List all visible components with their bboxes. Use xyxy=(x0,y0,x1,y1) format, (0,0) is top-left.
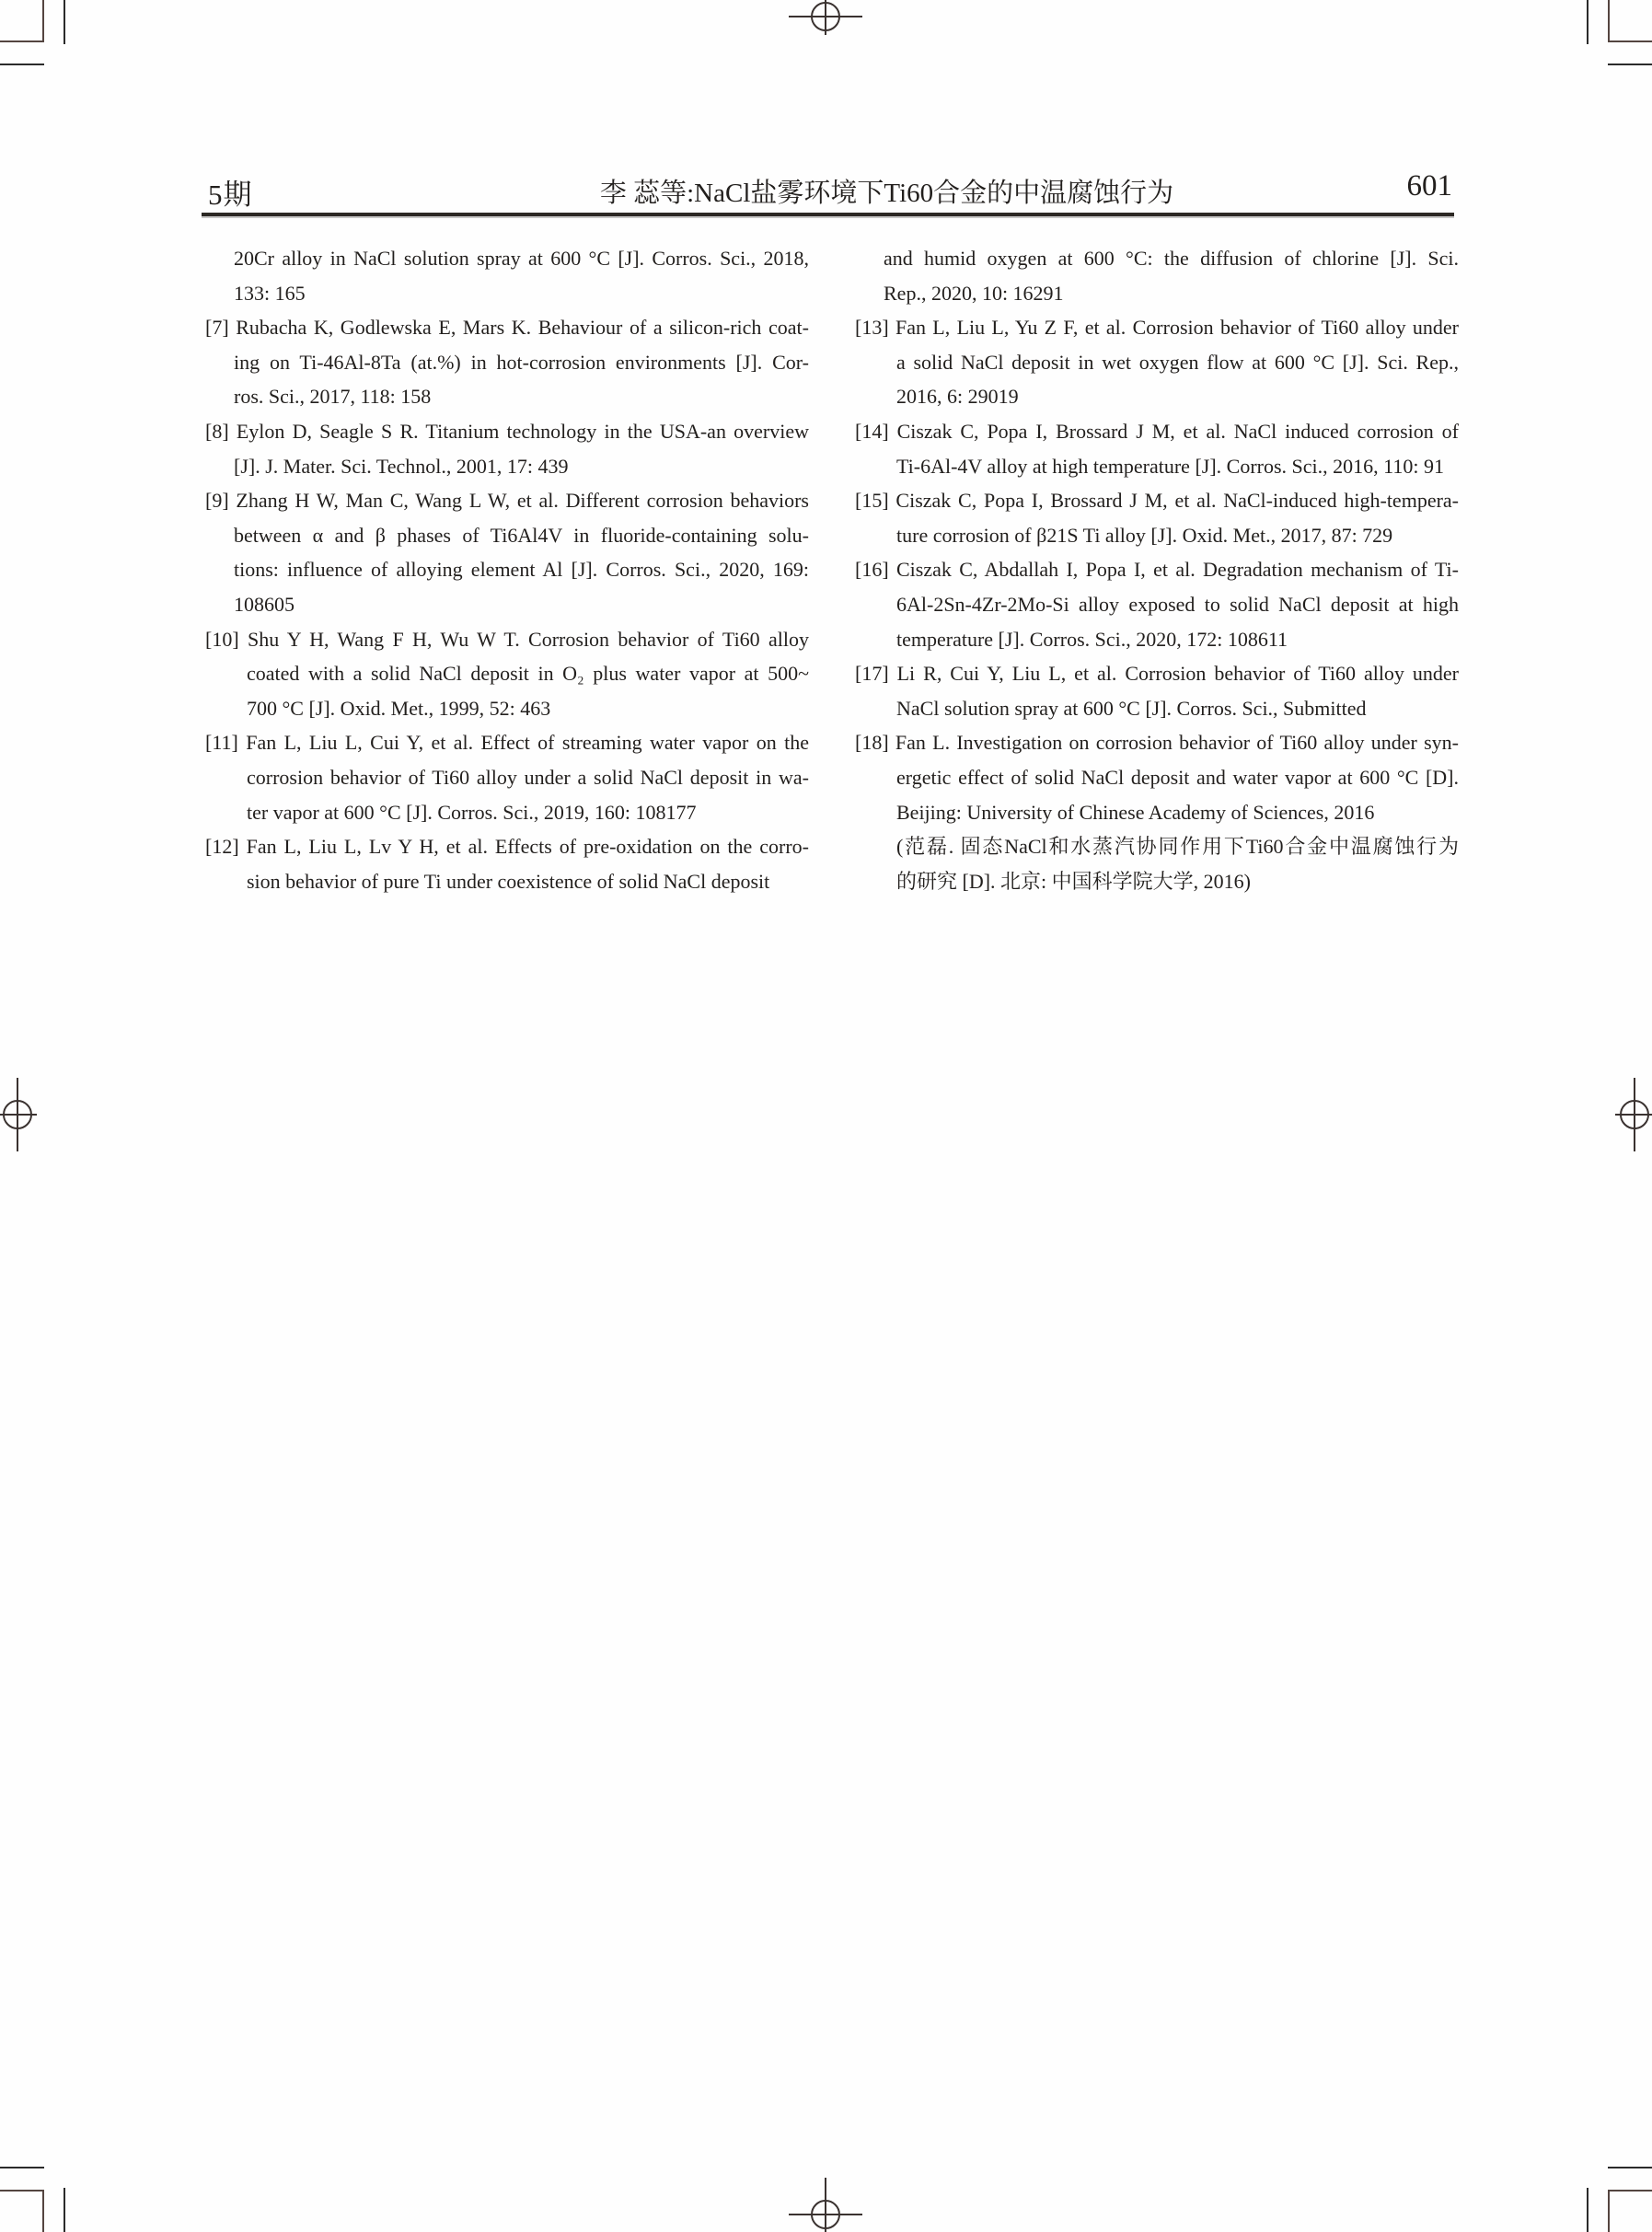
reference-line: [13] Fan L, Liu L, Yu Z F, et al. Corrosion behavior of Ti60 alloy under xyxy=(855,316,1459,340)
crop-mark-bottom-left xyxy=(0,2190,44,2192)
crop-mark-top-left xyxy=(0,64,44,65)
reference-line: sion behavior of pure Ti under coexistence of solid NaCl deposit xyxy=(247,869,770,893)
reference-line: (范磊. 固态NaCl和水蒸汽协同作用下Ti60合金中温腐蚀行为 xyxy=(896,835,1459,859)
reference-line: tions: influence of alloying element Al [J]. Corros. Sci., 2020, 169: xyxy=(234,558,809,582)
reference-line: a solid NaCl deposit in wet oxygen flow at 600 °C [J]. Sci. Rep., xyxy=(896,350,1459,374)
references-column-left xyxy=(205,241,809,898)
reference-line: [10] Shu Y H, Wang F H, Wu W T. Corrosion behavior of Ti60 alloy xyxy=(205,627,809,651)
crop-mark-top-right xyxy=(1608,0,1610,41)
running-title: 李 蕊等:NaCl盐雾环境下Ti60合金的中温腐蚀行为 xyxy=(599,179,1174,208)
crop-mark-bottom-left xyxy=(42,2191,44,2232)
reference-line: [18] Fan L. Investigation on corrosion behavior of Ti60 alloy under syn- xyxy=(855,731,1459,755)
reference-line: [J]. J. Mater. Sci. Technol., 2001, 17: 439 xyxy=(234,454,569,478)
reference-line: between α and β phases of Ti6Al4V in fluoride-containing solu- xyxy=(234,523,809,547)
reference-line: Ti-6Al-4V alloy at high temperature [J]. Corros. Sci., 2016, 110: 91 xyxy=(896,454,1444,478)
crop-mark-top-right xyxy=(1608,40,1652,42)
crop-mark-bottom-left xyxy=(64,2188,65,2232)
reference-line: coated with a solid NaCl deposit in O₂ plus water vapor at 500~ xyxy=(247,662,809,686)
reference-line: 20Cr alloy in NaCl solution spray at 600 °C [J]. Corros. Sci., 2018, xyxy=(234,247,809,270)
reference-line: [17] Li R, Cui Y, Liu L, et al. Corrosion behavior of Ti60 alloy under xyxy=(855,662,1459,686)
page-number: 601 xyxy=(1406,169,1452,202)
reference-line: [9] Zhang H W, Man C, Wang L W, et al. Different corrosion behaviors xyxy=(205,489,809,513)
crop-mark-top-left xyxy=(42,0,44,41)
reference-line: [7] Rubacha K, Godlewska E, Mars K. Behaviour of a silicon-rich coat- xyxy=(205,316,809,340)
reference-line: 700 °C [J]. Oxid. Met., 1999, 52: 463 xyxy=(247,696,551,720)
reference-line: [14] Ciszak C, Popa I, Brossard J M, et al. NaCl induced corrosion of xyxy=(855,419,1459,443)
reference-line: 2016, 6: 29019 xyxy=(896,385,1019,409)
reference-line: [16] Ciszak C, Abdallah I, Popa I, et al. Degradation mechanism of Ti- xyxy=(855,558,1459,582)
reference-line: ture corrosion of β21S Ti alloy [J]. Oxid. Met., 2017, 87: 729 xyxy=(896,523,1393,547)
reference-line: ros. Sci., 2017, 118: 158 xyxy=(234,385,432,409)
reference-line: [8] Eylon D, Seagle S R. Titanium technology in the USA-an overview xyxy=(205,419,809,443)
crop-mark-top-left xyxy=(64,0,65,44)
reference-line: Beijing: University of Chinese Academy of Sciences, 2016 xyxy=(896,800,1375,824)
reference-line: ergetic effect of solid NaCl deposit and water vapor at 600 °C [D]. xyxy=(896,765,1459,789)
crop-mark-top-right xyxy=(1608,64,1652,65)
reference-line: Rep., 2020, 10: 16291 xyxy=(884,281,1064,305)
references-column-right xyxy=(855,241,1459,898)
page-header xyxy=(205,169,1458,211)
reference-line: 的研究 [D]. 北京: 中国科学院大学, 2016) xyxy=(896,869,1251,893)
issue-label: 5期 xyxy=(208,179,253,211)
reference-line: ter vapor at 600 °C [J]. Corros. Sci., 2019, 160: 108177 xyxy=(247,800,697,824)
crop-mark-bottom-left xyxy=(0,2167,44,2168)
reference-line: and humid oxygen at 600 °C: the diffusion of chlorine [J]. Sci. xyxy=(884,247,1459,270)
crop-mark-bottom-right xyxy=(1608,2191,1610,2232)
reference-line: 133: 165 xyxy=(234,281,306,305)
reference-line: NaCl solution spray at 600 °C [J]. Corros. Sci., Submitted xyxy=(896,696,1367,720)
header-rule xyxy=(202,213,1454,216)
crop-mark-bottom-right xyxy=(1608,2167,1652,2168)
crop-mark-top-left xyxy=(0,40,44,42)
reference-line: [15] Ciszak C, Popa I, Brossard J M, et al. NaCl-induced high-tempera- xyxy=(855,489,1459,513)
reference-line: 6Al-2Sn-4Zr-2Mo-Si alloy exposed to solid NaCl deposit at high xyxy=(896,592,1459,616)
reference-line: corrosion behavior of Ti60 alloy under a solid NaCl deposit in wa- xyxy=(247,765,809,789)
reference-line: temperature [J]. Corros. Sci., 2020, 172: 108611 xyxy=(896,627,1288,651)
reference-line: [12] Fan L, Liu L, Lv Y H, et al. Effects of pre-oxidation on the corro- xyxy=(205,835,809,859)
crop-mark-bottom-right xyxy=(1587,2188,1588,2232)
reference-line: [11] Fan L, Liu L, Cui Y, et al. Effect of streaming water vapor on the xyxy=(205,731,809,755)
reference-line: 108605 xyxy=(234,592,295,616)
crop-mark-bottom-right xyxy=(1608,2190,1652,2192)
reference-line: ing on Ti-46Al-8Ta (at.%) in hot-corrosion environments [J]. Cor- xyxy=(234,350,809,374)
crop-mark-top-right xyxy=(1587,0,1588,44)
